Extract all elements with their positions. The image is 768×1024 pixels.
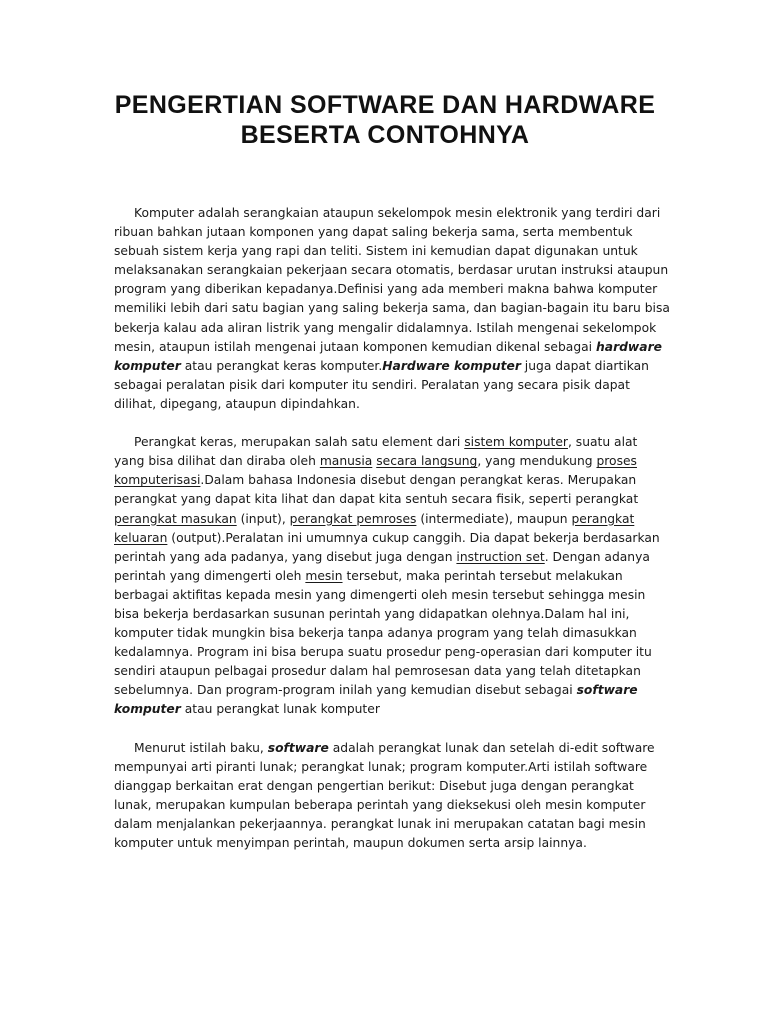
inline-link[interactable]: proses komputerisasi <box>114 454 637 488</box>
paragraph <box>114 739 670 854</box>
text-run: Perangkat keras, merupakan salah satu element dari <box>134 435 465 450</box>
inline-link[interactable]: sistem komputer <box>464 435 568 450</box>
inline-link[interactable]: instruction set <box>456 549 545 564</box>
inline-link[interactable]: perangkat pemroses <box>289 511 417 526</box>
text-run: (intermediate), maupun <box>416 511 572 526</box>
text-run: (input), <box>236 511 290 526</box>
text-run: .Dalam bahasa Indonesia disebut dengan perangkat keras. Merupakan perangkat yang dapat kita lihat dan dapat kita sentuh secara fisik, seperti perangkat <box>114 473 639 507</box>
text-run: Menurut istilah baku, <box>134 740 268 755</box>
inline-link[interactable]: manusia <box>319 454 373 469</box>
page-title: PENGERTIAN SOFTWARE DAN HARDWARE BESERTA CONTOHNYA <box>114 91 656 149</box>
paragraph <box>114 433 670 719</box>
paragraph <box>114 204 670 414</box>
text-run: . Dengan adanya perintah yang dimengerti oleh <box>114 549 650 583</box>
inline-link[interactable]: secara langsung <box>376 454 478 469</box>
emphasis-term: Hardware komputer <box>382 358 521 373</box>
inline-link[interactable]: perangkat keluaran <box>114 511 635 545</box>
emphasis-term: software komputer <box>114 683 638 717</box>
text-run: Komputer adalah serangkaian ataupun sekelompok mesin elektronik yang terdiri dari ribuan bahkan jutaan komponen yang dapat saling bekerja sama, serta membentuk sebuah sistem kerja yang rapi dan teliti. Sistem ini kemudian dapat digunakan untuk melaksanakan serangkaian pekerjaan secara otomatis, berdasar urutan instruksi ataupun program yang diberikan kepadanya.Definisi yang ada memberi makna bahwa komputer memiliki lebih dari satu bagian yang saling bekerja sama, dan bagian-bagain itu baru bisa bekerja kalau ada aliran listrik yang mengalir didalamnya. Istilah mengenai sekelompok mesin, ataupun istilah mengenai jutaan komponen kemudian dikenal sebagai <box>114 206 670 354</box>
text-run: , yang mendukung <box>477 454 597 469</box>
emphasis-term: software <box>267 740 329 755</box>
text-run: , suatu alat yang bisa dilihat dan diraba oleh <box>114 435 638 469</box>
document-body <box>114 204 670 872</box>
text-run: juga dapat diartikan sebagai peralatan pisik dari komputer itu sendiri. Peralatan yang secara pisik dapat dilihat, dipegang, ataupun dipindahkan. <box>114 358 649 411</box>
text-run: atau perangkat lunak komputer <box>180 702 380 717</box>
inline-link[interactable]: mesin <box>305 568 343 583</box>
text-run: tersebut, maka perintah tersebut melakukan berbagai aktifitas kepada mesin yang dimengerti oleh mesin tersebut sehingga mesin bisa bekerja berdasarkan susunan perintah yang didapatkan olehnya.Dalam hal ini, komputer tidak mungkin bisa bekerja tanpa adanya program yang telah dimasukkan kedalamnya. Program ini bisa berupa suatu prosedur peng-operasian dari komputer itu sendiri ataupun pelbagai prosedur dalam hal pemrosesan data yang telah ditetapkan sebelumnya. Dan program-program inilah yang kemudian disebut sebagai <box>114 568 652 698</box>
emphasis-term: hardware komputer <box>114 339 662 373</box>
text-run: atau perangkat keras komputer. <box>180 358 383 373</box>
text-run: adalah perangkat lunak dan setelah di-edit software mempunyai arti piranti lunak; perangkat lunak; program komputer.Arti istilah software dianggap berkaitan erat dengan pengertian berikut: Disebut juga dengan perangkat lunak, merupakan kumpulan beberapa perintah yang dieksekusi oleh mesin komputer dalam menjalankan pekerjaannya. perangkat lunak ini merupakan catatan bagi mesin komputer untuk menyimpan perintah, maupun dokumen serta arsip lainnya. <box>114 740 655 851</box>
text-run: (output).Peralatan ini umumnya cukup canggih. Dia dapat bekerja berdasarkan perintah yang ada padanya, yang disebut juga dengan <box>114 530 660 564</box>
inline-link[interactable]: perangkat masukan <box>114 511 237 526</box>
